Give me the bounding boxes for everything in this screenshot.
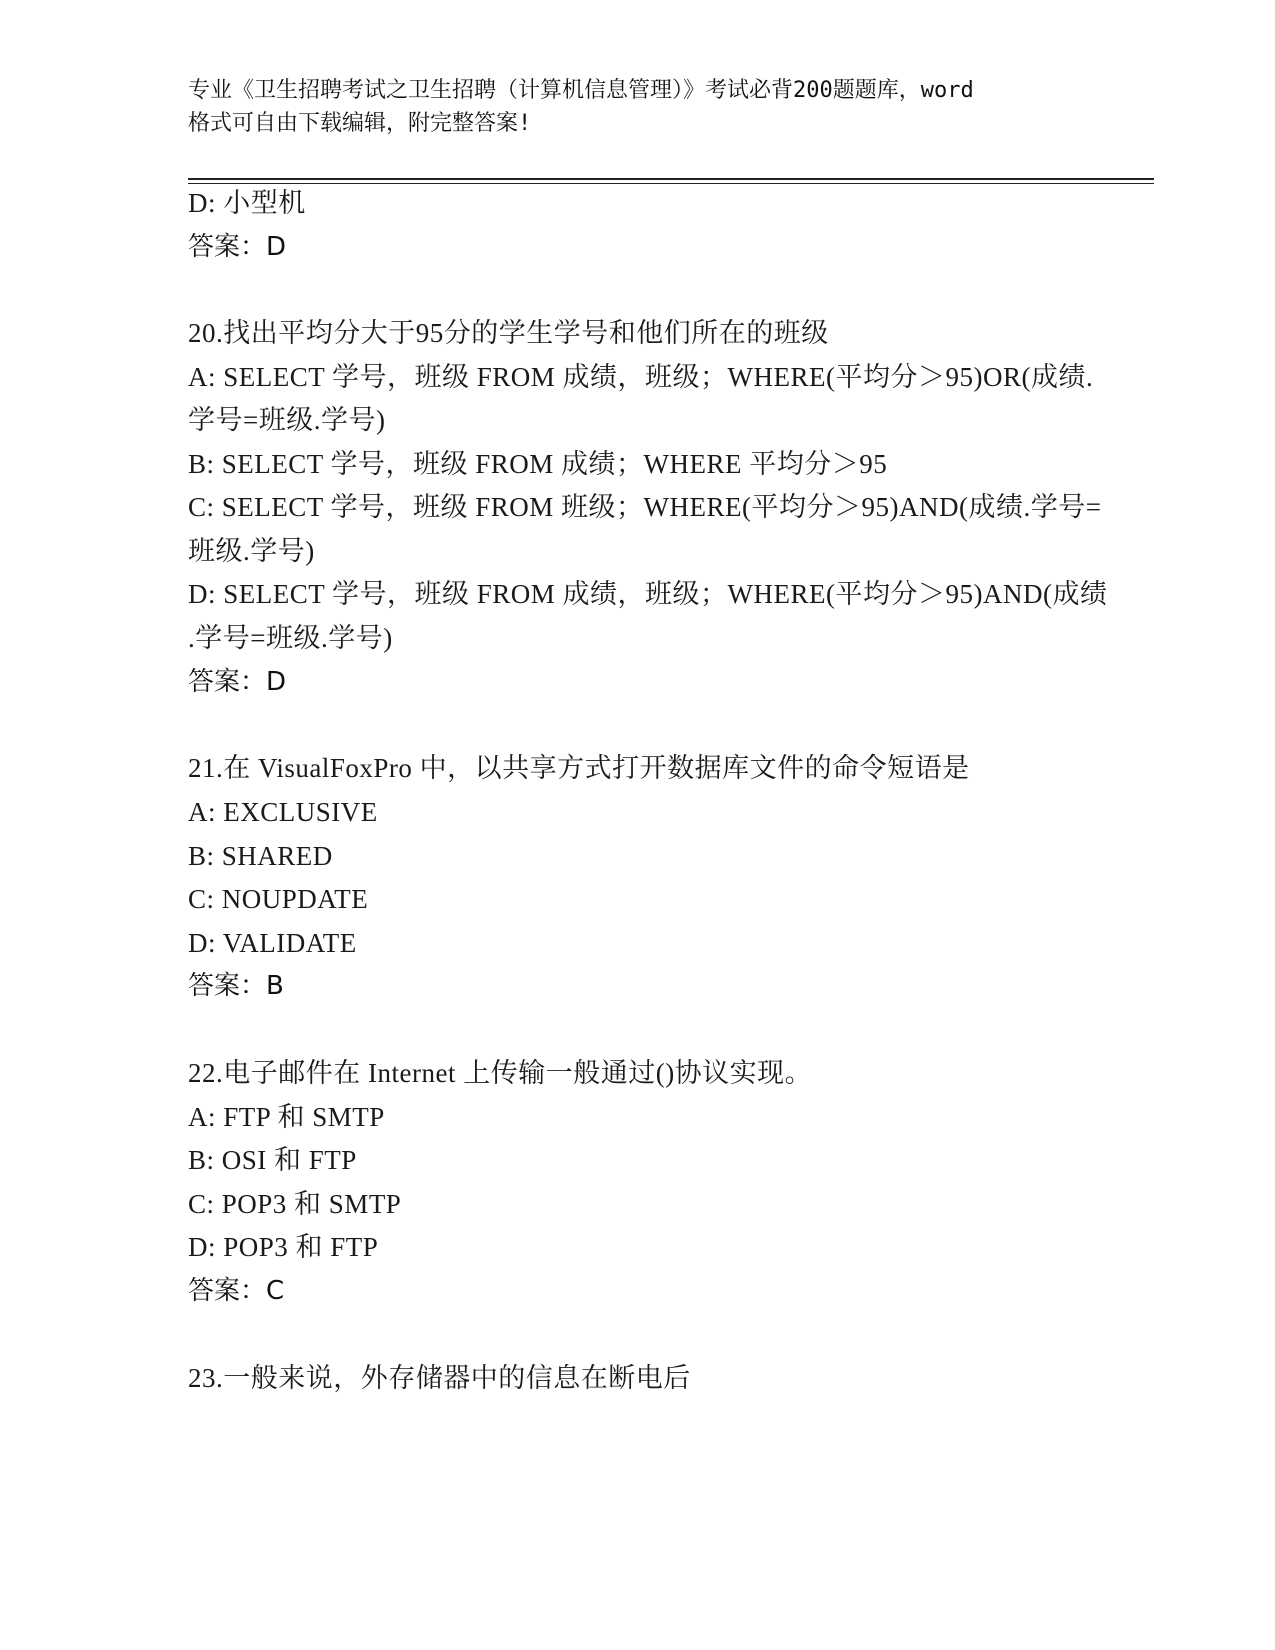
q21-option-d: D: VALIDATE [188,928,357,958]
header-rule-thick [188,178,1154,180]
q22-option-b: B: OSI 和 FTP [188,1145,357,1175]
header-line-2: 格式可自由下载编辑，附完整答案! [188,111,532,136]
q20-option-a-line2: 学号=班级.学号) [188,405,386,435]
q21-option-a: A: EXCLUSIVE [188,797,378,827]
q21-stem: 21.在 VisualFoxPro 中，以共享方式打开数据库文件的命令短语是 [188,753,970,783]
q20-option-c-line2: 班级.学号) [188,536,315,566]
q20-option-d-line2: .学号=班级.学号) [188,623,393,653]
q22-option-d: D: POP3 和 FTP [188,1232,379,1262]
q23-stem: 23.一般来说，外存储器中的信息在断电后 [188,1363,691,1393]
prev-answer: 答案：D [188,232,287,262]
q22-option-a: A: FTP 和 SMTP [188,1102,385,1132]
q22-stem: 22.电子邮件在 Internet 上传输一般通过()协议实现。 [188,1058,813,1088]
header-line-1: 专业《卫生招聘考试之卫生招聘（计算机信息管理）》考试必背200题题库，word [188,78,974,103]
q20-option-b: B: SELECT 学号，班级 FROM 成绩；WHERE 平均分＞95 [188,449,888,479]
q20-answer: 答案：D [188,667,287,697]
q21-answer: 答案：B [188,971,284,1001]
q20-option-c-line1: C: SELECT 学号，班级 FROM 班级；WHERE(平均分＞95)AND(成绩.学号= [188,492,1102,522]
prev-option-d: D: 小型机 [188,188,306,218]
q21-option-c: C: NOUPDATE [188,884,369,914]
header-rule-thin [188,183,1154,184]
q20-stem: 20.找出平均分大于95分的学生学号和他们所在的班级 [188,318,829,348]
q22-option-c: C: POP3 和 SMTP [188,1189,402,1219]
q20-option-a-line1: A: SELECT 学号，班级 FROM 成绩，班级；WHERE(平均分＞95)OR(成绩. [188,362,1094,392]
document-header [188,74,1088,140]
q21-option-b: B: SHARED [188,841,333,871]
q20-option-d-line1: D: SELECT 学号，班级 FROM 成绩，班级；WHERE(平均分＞95)AND(成绩 [188,579,1108,609]
q22-answer: 答案：C [188,1276,285,1306]
